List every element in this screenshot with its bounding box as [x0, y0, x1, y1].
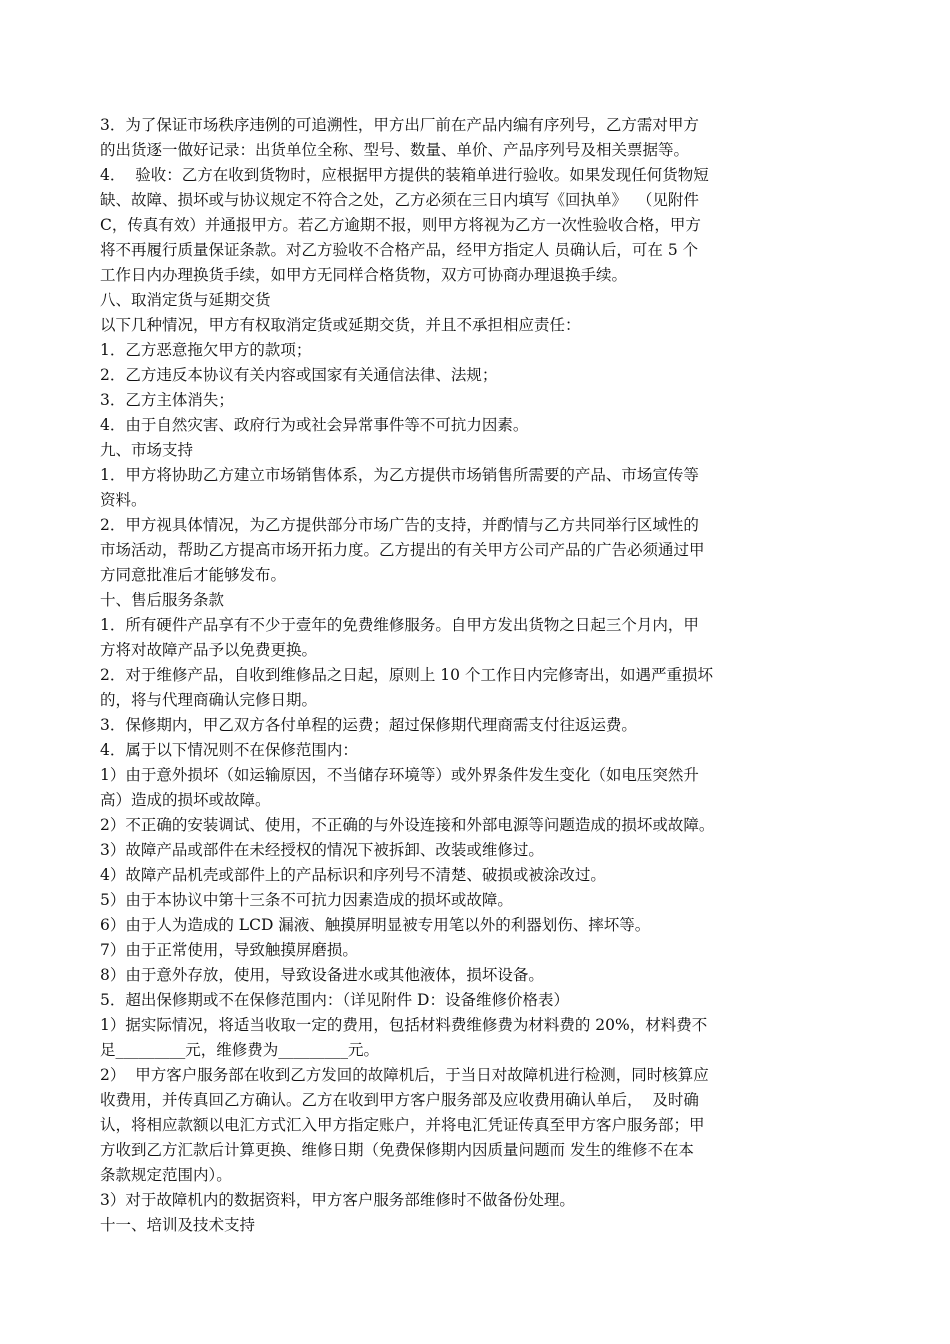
text-line: 方同意批准后才能够发布。 — [100, 566, 287, 584]
text-line: 市场活动，帮助乙方提高市场开拓力度。乙方提出的有关甲方公司产品的广告必须通过甲 — [100, 541, 705, 559]
text-line: 2）不正确的安装调试、使用，不正确的与外设连接和外部电源等问题造成的损坏或故障。 — [100, 816, 715, 834]
text-line: 方将对故障产品予以免费更换。 — [100, 641, 318, 659]
document-body — [100, 113, 850, 1238]
text-line: 1）据实际情况，将适当收取一定的费用，包括材料费维修费为材料费的 20%，材料费不 — [100, 1016, 708, 1034]
text-line: 以下几种情况，甲方有权取消定货或延期交货，并且不承担相应责任： — [100, 316, 581, 334]
text-line: 认，将相应款额以电汇方式汇入甲方指定账户，并将电汇凭证传真至甲方客户服务部；甲 — [100, 1116, 705, 1134]
text-line: 将不再履行质量保证条款。对乙方验收不合格产品，经甲方指定人 员确认后，可在 5 个 — [100, 241, 699, 259]
text-line: 6）由于人为造成的 LCD 漏液、触摸屏明显被专用笔以外的利器划伤、摔坏等。 — [100, 916, 651, 934]
text-line: 高）造成的损坏或故障。 — [100, 791, 271, 809]
text-line: 方收到乙方汇款后计算更换、维修日期（免费保修期内因质量问题而 发生的维修不在本 — [100, 1141, 694, 1159]
text-line: 5．超出保修期或不在保修范围内：（详见附件 D：设备维修价格表） — [100, 991, 569, 1009]
text-line: 4）故障产品机壳或部件上的产品标识和序列号不清楚、破损或被涂改过。 — [100, 866, 606, 884]
text-line: 的，将与代理商确认完修日期。 — [100, 691, 318, 709]
text-line: 1．甲方将协助乙方建立市场销售体系，为乙方提供市场销售所需要的产品、市场宣传等 — [100, 466, 699, 484]
text-line: 1）由于意外损坏（如运输原因，不当储存环境等）或外界条件发生变化（如电压突然升 — [100, 766, 699, 784]
section-heading: 八、取消定货与延期交货 — [100, 291, 271, 309]
text-line: 5）由于本协议中第十三条不可抗力因素造成的损坏或故障。 — [100, 891, 513, 909]
text-line: 2．乙方违反本协议有关内容或国家有关通信法律、法规； — [100, 366, 498, 384]
text-line: 7）由于正常使用，导致触摸屏磨损。 — [100, 941, 358, 959]
text-line: 3）对于故障机内的数据资料，甲方客户服务部维修时不做备份处理。 — [100, 1191, 575, 1209]
text-line: 1．所有硬件产品享有不少于壹年的免费维修服务。自甲方发出货物之日起三个月内，甲 — [100, 616, 699, 634]
text-line: 4．属于以下情况则不在保修范围内： — [100, 741, 358, 759]
text-line: 2．对于维修产品，自收到维修品之日起，原则上 10 个工作日内完修寄出，如遇严重损坏 — [100, 666, 713, 684]
text-line: 资料。 — [100, 491, 147, 509]
text-line: 2） 甲方客户服务部在收到乙方发回的故障机后，于当日对故障机进行检测，同时核算应 — [100, 1066, 709, 1084]
text-line: 3．为了保证市场秩序违例的可追溯性，甲方出厂前在产品内编有序列号，乙方需对甲方 — [100, 116, 699, 134]
text-line: 缺、故障、损坏或与协议规定不符合之处，乙方必须在三日内填写《回执单》 （见附件 — [100, 191, 699, 209]
section-heading: 九、市场支持 — [100, 441, 194, 459]
text-line: 的出货逐一做好记录：出货单位全称、型号、数量、单价、产品序列号及相关票据等。 — [100, 141, 690, 159]
text-line: 3）故障产品或部件在未经授权的情况下被拆卸、改装或维修过。 — [100, 841, 544, 859]
text-line: 1．乙方恶意拖欠甲方的款项； — [100, 341, 312, 359]
text-line: 工作日内办理换货手续，如甲方无同样合格货物，双方可协商办理退换手续。 — [100, 266, 628, 284]
text-line: 收费用，并传真回乙方确认。乙方在收到甲方客户服务部及应收费用确认单后， 及时确 — [100, 1091, 699, 1109]
text-line: 4．由于自然灾害、政府行为或社会异常事件等不可抗力因素。 — [100, 416, 529, 434]
text-line: 8）由于意外存放，使用，导致设备进水或其他液体，损坏设备。 — [100, 966, 544, 984]
text-line: 条款规定范围内）。 — [100, 1166, 232, 1184]
text-line: 3．乙方主体消失； — [100, 391, 234, 409]
text-line: 4． 验收：乙方在收到货物时，应根据甲方提供的装箱单进行验收。如果发现任何货物短 — [100, 166, 709, 184]
section-heading: 十、售后服务条款 — [100, 591, 225, 609]
text-line: C，传真有效）并通报甲方。若乙方逾期不报，则甲方将视为乙方一次性验收合格，甲方 — [100, 216, 701, 234]
text-line: 2．甲方视具体情况，为乙方提供部分市场广告的支持，并酌情与乙方共同举行区域性的 — [100, 516, 699, 534]
section-heading: 十一、培训及技术支持 — [100, 1216, 256, 1234]
text-line: 足_________元，维修费为_________元。 — [100, 1041, 380, 1059]
text-line: 3．保修期内，甲乙双方各付单程的运费；超过保修期代理商需支付往返运费。 — [100, 716, 637, 734]
